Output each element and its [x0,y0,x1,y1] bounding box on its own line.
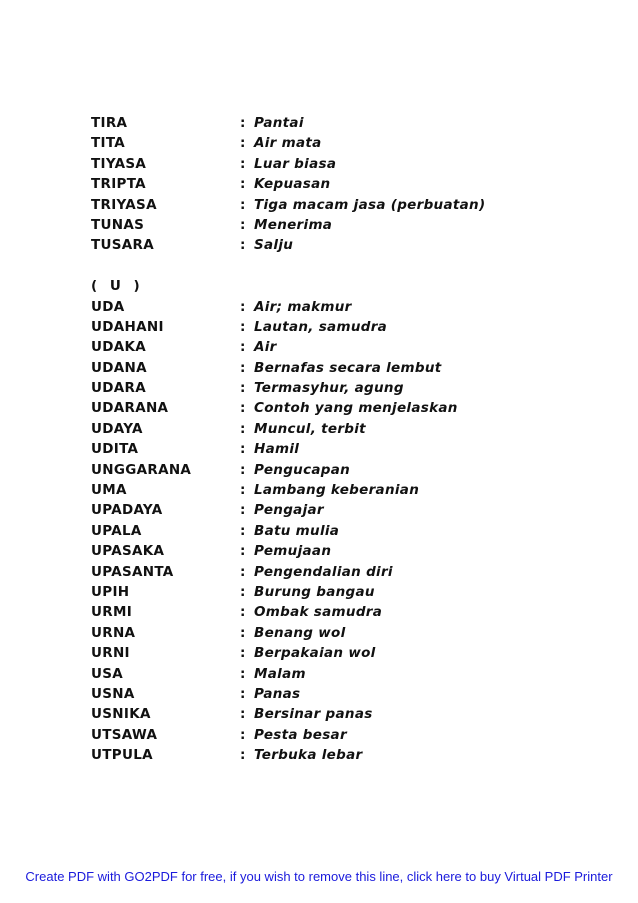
entry-definition: Bersinar panas [254,706,373,723]
list-item [0,337,638,357]
entry-colon: : [240,685,246,702]
list-item [0,562,638,582]
list-item [0,480,638,500]
list-item [0,439,638,459]
entry-colon: : [240,400,246,417]
spacer [0,256,638,276]
entry-colon: : [240,665,246,682]
entry-colon: : [240,706,246,723]
entry-definition: Ombak samudra [254,604,383,621]
list-item [0,297,638,317]
entry-term: TUNAS [91,216,145,233]
list-item [0,643,638,663]
glossary-list [0,113,638,766]
entry-term: TIRA [91,115,128,131]
entry-colon: : [240,318,246,335]
entry-definition: Luar biasa [254,155,337,172]
entry-colon: : [240,115,246,131]
list-item [0,235,638,255]
entry-definition: Pesta besar [254,726,347,743]
entry-definition: Bernafas secara lembut [254,359,442,376]
entry-term: UDANA [91,359,147,376]
entry-colon: : [240,522,246,539]
entry-colon: : [240,135,246,152]
list-item [0,195,638,215]
entry-definition: Salju [254,237,294,254]
entry-colon: : [240,726,246,743]
entry-colon: : [240,441,246,458]
entry-term: UDA [91,298,125,315]
list-item [0,704,638,724]
entry-definition: Kepuasan [254,176,331,193]
list-item [0,378,638,398]
section-heading [0,276,638,296]
entry-colon: : [240,645,246,662]
entry-definition: Lautan, samudra [254,318,388,335]
entry-colon: : [240,298,246,315]
entry-colon: : [240,237,246,254]
entry-colon: : [240,543,246,560]
entry-colon: : [240,420,246,437]
entry-definition: Air mata [254,135,322,152]
entry-term: UNGGARANA [91,461,192,478]
entry-definition: Panas [254,685,301,702]
list-item [0,154,638,174]
entry-definition: Muncul, terbit [254,420,366,437]
entry-colon: : [240,216,246,233]
entry-definition: Benang wol [254,624,346,641]
entry-definition: Air; makmur [254,298,352,315]
entry-term: TRIYASA [91,196,157,213]
entry-term: TUSARA [91,237,154,254]
entry-definition: Pengendalian diri [254,563,393,580]
entry-colon: : [240,461,246,478]
entry-definition: Tiga macam jasa (perbuatan) [254,196,486,213]
entry-term: UDAHANI [91,318,164,335]
list-item [0,133,638,153]
entry-term: URNI [91,645,130,662]
entry-term: UDAKA [91,339,147,356]
list-item [0,725,638,745]
entry-term: UTSAWA [91,726,158,743]
list-item [0,745,638,765]
entry-definition: Terbuka lebar [254,747,363,764]
list-item [0,460,638,480]
list-item [0,582,638,602]
entry-term: UDITA [91,441,139,458]
entry-definition: Burung bangau [254,583,375,600]
entry-colon: : [240,380,246,397]
entry-colon: : [240,176,246,193]
list-item [0,358,638,378]
entry-term: UPASAKA [91,543,165,560]
entry-term: TRIPTA [91,176,146,193]
list-item [0,419,638,439]
entry-definition: Pantai [254,115,304,131]
entry-definition: Pengajar [254,502,324,519]
entry-definition: Pemujaan [254,543,332,560]
list-item [0,215,638,235]
entry-term: URMI [91,604,133,621]
entry-term: URNA [91,624,136,641]
entry-colon: : [240,359,246,376]
entry-definition: Contoh yang menjelaskan [254,400,458,417]
go2pdf-footer-link[interactable]: Create PDF with GO2PDF for free, if you wish to remove this line, click here to buy Virtual PDF Printer [25,869,613,884]
list-item [0,398,638,418]
entry-term: USNA [91,685,135,702]
list-item [0,317,638,337]
list-item [0,623,638,643]
entry-colon: : [240,502,246,519]
entry-definition: Menerima [254,216,333,233]
entry-definition: Hamil [254,441,300,458]
entry-definition: Air [254,339,277,356]
entry-definition: Termasyhur, agung [254,380,404,397]
entry-term: TITA [91,135,126,152]
entry-definition: Malam [254,665,306,682]
entry-colon: : [240,747,246,764]
entry-colon: : [240,604,246,621]
section-heading-label: ( U ) [91,278,144,295]
list-item [0,521,638,541]
entry-colon: : [240,563,246,580]
list-item [0,113,638,133]
entry-colon: : [240,624,246,641]
entry-colon: : [240,583,246,600]
list-item [0,684,638,704]
entry-term: UPASANTA [91,563,174,580]
entry-term: USNIKA [91,706,151,723]
entry-term: USA [91,665,124,682]
entry-term: UTPULA [91,747,153,764]
entry-term: UDAYA [91,420,143,437]
entry-definition: Batu mulia [254,522,340,539]
entry-definition: Lambang keberanian [254,482,420,499]
list-item [0,500,638,520]
entry-term: UDARANA [91,400,169,417]
entry-definition: Pengucapan [254,461,351,478]
list-item [0,664,638,684]
entry-definition: Berpakaian wol [254,645,376,662]
entry-term: TIYASA [91,155,147,172]
entry-colon: : [240,196,246,213]
entry-term: UPADAYA [91,502,163,519]
entry-colon: : [240,339,246,356]
entry-colon: : [240,155,246,172]
list-item [0,602,638,622]
list-item [0,174,638,194]
entry-term: UMA [91,482,127,499]
entry-term: UPIH [91,583,130,600]
entry-colon: : [240,482,246,499]
list-item [0,541,638,561]
entry-term: UPALA [91,522,142,539]
entry-term: UDARA [91,380,146,397]
